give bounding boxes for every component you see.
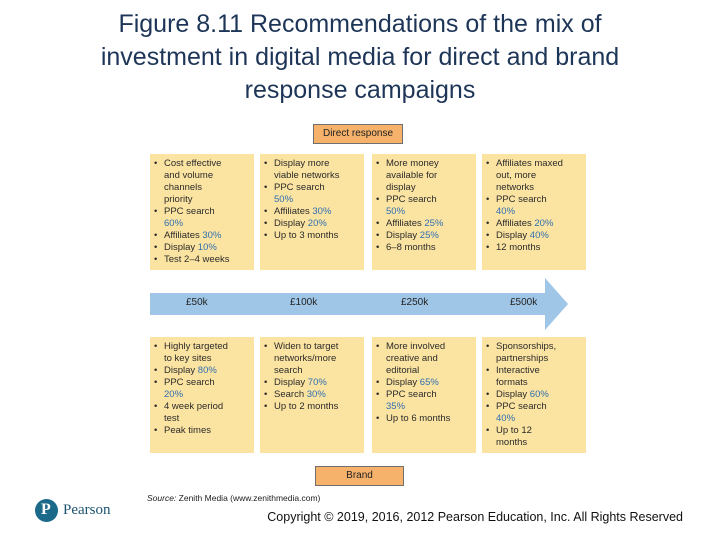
percent-value: 20%: [534, 218, 554, 229]
list-item: [154, 206, 251, 218]
list-item: [376, 158, 473, 170]
brand-card-2: [260, 337, 364, 453]
item-text: Up to 3 months: [274, 230, 339, 241]
list-item: [376, 170, 473, 182]
list-item: [154, 377, 251, 389]
percent-value: 80%: [197, 365, 217, 376]
item-text: 4 week period: [164, 401, 224, 412]
scale-tick-100k: £100k: [290, 297, 318, 308]
bullet-list: [264, 341, 361, 413]
list-item: [376, 389, 473, 401]
list-item: [154, 194, 251, 206]
item-text: Cost effective: [164, 158, 222, 169]
item-text: Interactive: [496, 365, 540, 376]
list-item: [154, 218, 251, 230]
list-item: [486, 170, 583, 182]
list-item: [154, 425, 251, 437]
percent-value: 60%: [164, 218, 184, 229]
item-text: Affiliates: [386, 218, 425, 229]
item-text: PPC search: [496, 194, 547, 205]
item-text: Display more: [274, 158, 330, 169]
pearson-logo-icon: [35, 499, 58, 522]
scale-tick-250k: £250k: [401, 297, 429, 308]
item-text: More money: [386, 158, 439, 169]
percent-value: 65%: [419, 377, 439, 388]
bullet-list: [154, 158, 251, 266]
brand-card-1: [150, 337, 254, 453]
item-text: PPC search: [164, 377, 215, 388]
item-text: Display: [164, 365, 198, 376]
item-text: PPC search: [386, 194, 437, 205]
item-text: Display: [386, 230, 420, 241]
list-item: [264, 377, 361, 389]
list-item: [486, 401, 583, 413]
list-item: [376, 230, 473, 242]
scale-tick-50k: £50k: [186, 297, 208, 308]
direct-card-2: [260, 154, 364, 270]
item-text: editorial: [386, 365, 420, 376]
item-text: Sponsorships,: [496, 341, 557, 352]
percent-value: 40%: [496, 413, 516, 424]
item-text: Affiliates: [164, 230, 203, 241]
item-text: available for: [386, 170, 438, 181]
item-text: Display: [496, 389, 530, 400]
list-item: [154, 182, 251, 194]
list-item: [376, 206, 473, 218]
item-text: Peak times: [164, 425, 211, 436]
item-text: Display: [274, 218, 308, 229]
item-text: PPC search: [164, 206, 215, 217]
list-item: [486, 365, 583, 377]
item-text: Display: [274, 377, 308, 388]
item-text: channels: [164, 182, 203, 193]
list-item: [264, 341, 361, 353]
item-text: Affiliates: [274, 206, 313, 217]
list-item: [264, 353, 361, 365]
percent-value: 30%: [306, 389, 326, 400]
list-item: [376, 218, 473, 230]
bullet-list: [486, 341, 583, 449]
title-line-3: response campaigns: [244, 76, 476, 104]
item-text: search: [274, 365, 303, 376]
percent-value: 25%: [419, 230, 439, 241]
item-text: PPC search: [274, 182, 325, 193]
brand-label: Brand: [315, 466, 404, 486]
list-item: [486, 242, 583, 254]
item-text: Affiliates maxed: [496, 158, 563, 169]
source-prefix: Source:: [147, 493, 177, 503]
list-item: [264, 389, 361, 401]
item-text: More involved: [386, 341, 446, 352]
bullet-list: [376, 341, 473, 425]
list-item: [264, 230, 361, 242]
list-item: [264, 170, 361, 182]
item-text: viable networks: [274, 170, 340, 181]
item-text: partnerships: [496, 353, 549, 364]
list-item: [264, 206, 361, 218]
item-text: display: [386, 182, 416, 193]
item-text: Display: [496, 230, 530, 241]
item-text: and volume: [164, 170, 214, 181]
list-item: [154, 242, 251, 254]
list-item: [154, 353, 251, 365]
list-item: [486, 206, 583, 218]
budget-arrow: [150, 278, 570, 330]
item-text: creative and: [386, 353, 438, 364]
item-text: 12 months: [496, 242, 541, 253]
item-text: 6–8 months: [386, 242, 436, 253]
source-text: Zenith Media (www.zenithmedia.com): [176, 493, 321, 503]
percent-value: 40%: [496, 206, 516, 217]
title-line-1: Figure 8.11 Recommendations of the mix of: [118, 10, 602, 38]
item-text: Search: [274, 389, 307, 400]
list-item: [376, 194, 473, 206]
item-text: months: [496, 437, 528, 448]
bullet-list: [264, 158, 361, 242]
scale-tick-500k: £500k: [510, 297, 538, 308]
bullet-list: [376, 158, 473, 254]
title-line-2: investment in digital media for direct and brand: [100, 43, 620, 71]
list-item: [154, 389, 251, 401]
item-text: Highly targeted: [164, 341, 228, 352]
list-item: [264, 401, 361, 413]
item-text: PPC search: [496, 401, 547, 412]
brand-card-4: [482, 337, 586, 453]
list-item: [376, 365, 473, 377]
percent-value: 40%: [529, 230, 549, 241]
list-item: [376, 413, 473, 425]
list-item: [376, 242, 473, 254]
item-text: formats: [496, 377, 528, 388]
arrow-shape: [150, 278, 570, 330]
list-item: [376, 353, 473, 365]
percent-value: 30%: [202, 230, 222, 241]
item-text: Display: [164, 242, 198, 253]
percent-value: 20%: [164, 389, 184, 400]
direct-card-1: [150, 154, 254, 270]
item-text: networks/more: [274, 353, 337, 364]
list-item: [154, 365, 251, 377]
list-item: [154, 158, 251, 170]
list-item: [376, 401, 473, 413]
list-item: [486, 389, 583, 401]
item-text: networks: [496, 182, 535, 193]
percent-value: 20%: [307, 218, 327, 229]
source-note: [147, 493, 320, 503]
list-item: [486, 425, 583, 437]
list-item: [264, 365, 361, 377]
list-item: [486, 158, 583, 170]
percent-value: 70%: [307, 377, 327, 388]
list-item: [154, 230, 251, 242]
list-item: [264, 194, 361, 206]
list-item: [486, 194, 583, 206]
direct-response-label: Direct response: [313, 124, 403, 144]
item-text: priority: [164, 194, 193, 205]
item-text: PPC search: [386, 389, 437, 400]
list-item: [264, 218, 361, 230]
direct-card-4: [482, 154, 586, 270]
list-item: [154, 413, 251, 425]
percent-value: 35%: [386, 401, 406, 412]
list-item: [486, 182, 583, 194]
item-text: Display: [386, 377, 420, 388]
list-item: [376, 341, 473, 353]
list-item: [264, 182, 361, 194]
list-item: [486, 413, 583, 425]
item-text: test: [164, 413, 180, 424]
item-text: Up to 12: [496, 425, 532, 436]
pearson-logo-text: Pearson: [63, 502, 111, 518]
list-item: [154, 341, 251, 353]
percent-value: 50%: [274, 194, 294, 205]
list-item: [264, 158, 361, 170]
percent-value: 30%: [312, 206, 332, 217]
direct-card-3: [372, 154, 476, 270]
item-text: Test 2–4 weeks: [164, 254, 230, 265]
item-text: Up to 2 months: [274, 401, 339, 412]
list-item: [486, 230, 583, 242]
brand-card-3: [372, 337, 476, 453]
list-item: [376, 182, 473, 194]
list-item: [486, 353, 583, 365]
bullet-list: [154, 341, 251, 437]
item-text: Affiliates: [496, 218, 535, 229]
list-item: [154, 170, 251, 182]
item-text: Widen to target: [274, 341, 339, 352]
item-text: out, more: [496, 170, 537, 181]
list-item: [486, 341, 583, 353]
page-title: [20, 8, 700, 107]
list-item: [486, 437, 583, 449]
item-text: to key sites: [164, 353, 212, 364]
percent-value: 60%: [529, 389, 549, 400]
percent-value: 10%: [197, 242, 217, 253]
list-item: [486, 218, 583, 230]
percent-value: 25%: [424, 218, 444, 229]
list-item: [154, 401, 251, 413]
pearson-logo: [35, 499, 111, 522]
copyright-notice: Copyright © 2019, 2016, 2012 Pearson Education, Inc. All Rights Reserved: [267, 510, 683, 524]
list-item: [486, 377, 583, 389]
list-item: [154, 254, 251, 266]
item-text: Up to 6 months: [386, 413, 451, 424]
list-item: [376, 377, 473, 389]
percent-value: 50%: [386, 206, 406, 217]
bullet-list: [486, 158, 583, 254]
